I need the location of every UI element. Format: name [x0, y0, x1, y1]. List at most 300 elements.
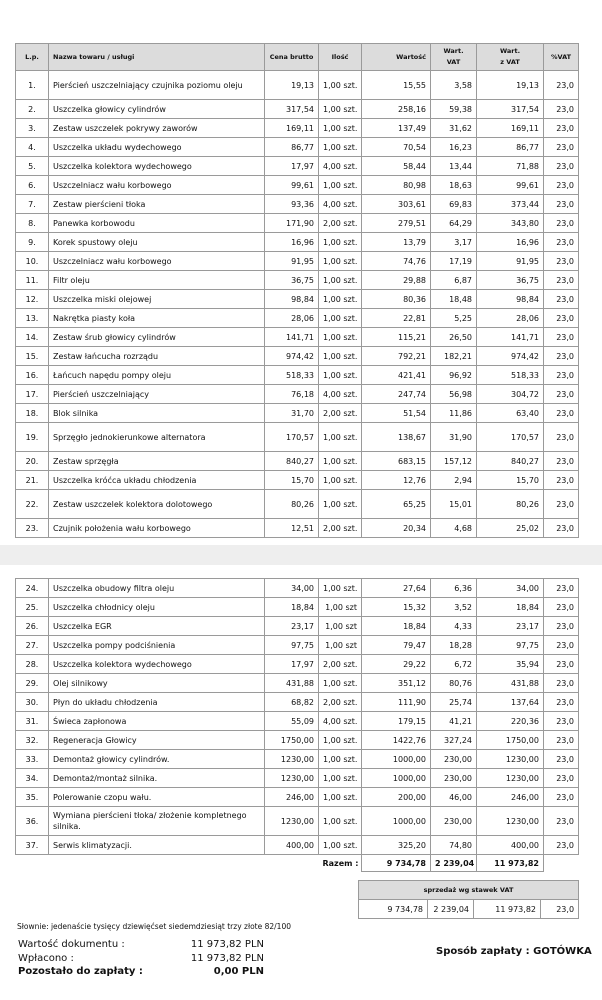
item-net-value: 15,32: [362, 598, 431, 617]
item-quantity: 1,00 szt.: [319, 71, 362, 100]
item-name: Korek spustowy oleju: [49, 233, 265, 252]
table-row: [16, 452, 579, 471]
page-break: [0, 545, 602, 565]
item-price: 246,00: [265, 788, 319, 807]
row-number: 19.: [16, 423, 49, 452]
item-quantity: 1,00 szt.: [319, 252, 362, 271]
item-gross-value: 19,13: [477, 71, 544, 100]
item-vat-value: 64,29: [431, 214, 477, 233]
row-number: 32.: [16, 731, 49, 750]
item-gross-value: 373,44: [477, 195, 544, 214]
item-net-value: 683,15: [362, 452, 431, 471]
row-number: 12.: [16, 290, 49, 309]
table-row: [16, 750, 579, 769]
item-vat-rate: 23,0: [544, 807, 579, 836]
table-row: [16, 176, 579, 195]
item-price: 91,95: [265, 252, 319, 271]
item-price: 518,33: [265, 366, 319, 385]
item-quantity: 2,00 szt.: [319, 519, 362, 538]
item-vat-rate: 23,0: [544, 119, 579, 138]
row-number: 21.: [16, 471, 49, 490]
item-price: 86,77: [265, 138, 319, 157]
item-vat-rate: 23,0: [544, 452, 579, 471]
invoice-items-table-page-2: [15, 578, 579, 872]
document-value-row: [18, 938, 264, 952]
item-vat-value: 327,24: [431, 731, 477, 750]
table-row: [16, 490, 579, 519]
item-net-value: 1000,00: [362, 750, 431, 769]
item-vat-rate: 23,0: [544, 731, 579, 750]
item-name: Regeneracja Głowicy: [49, 731, 265, 750]
item-vat-rate: 23,0: [544, 404, 579, 423]
item-name: Uszczelniacz wału korbowego: [49, 176, 265, 195]
item-name: Uszczelka króćca układu chłodzenia: [49, 471, 265, 490]
item-price: 400,00: [265, 836, 319, 855]
item-price: 170,57: [265, 423, 319, 452]
totals-gross: 11 973,82: [477, 855, 544, 872]
item-quantity: 1,00 szt: [319, 636, 362, 655]
item-name: Panewka korbowodu: [49, 214, 265, 233]
item-net-value: 1000,00: [362, 807, 431, 836]
item-price: 1750,00: [265, 731, 319, 750]
item-gross-value: 97,75: [477, 636, 544, 655]
item-name: Uszczelka miski olejowej: [49, 290, 265, 309]
item-net-value: 115,21: [362, 328, 431, 347]
item-vat-rate: 23,0: [544, 617, 579, 636]
row-number: 17.: [16, 385, 49, 404]
table-row: [16, 366, 579, 385]
row-number: 24.: [16, 579, 49, 598]
item-vat-value: 230,00: [431, 750, 477, 769]
item-quantity: 1,00 szt.: [319, 309, 362, 328]
item-vat-rate: 23,0: [544, 655, 579, 674]
row-number: 29.: [16, 674, 49, 693]
table-row: [16, 598, 579, 617]
item-price: 68,82: [265, 693, 319, 712]
table-row: [16, 404, 579, 423]
item-vat-value: 6,87: [431, 271, 477, 290]
vat-summary-gross: 11 973,82: [474, 900, 541, 919]
item-gross-value: 25,02: [477, 519, 544, 538]
item-net-value: 1000,00: [362, 769, 431, 788]
item-name: Demontaż głowicy cylindrów.: [49, 750, 265, 769]
item-vat-rate: 23,0: [544, 309, 579, 328]
item-price: 1230,00: [265, 750, 319, 769]
item-quantity: 1,00 szt.: [319, 674, 362, 693]
item-quantity: 1,00 szt.: [319, 471, 362, 490]
item-name: Zestaw uszczelek pokrywy zaworów: [49, 119, 265, 138]
item-gross-value: 1230,00: [477, 807, 544, 836]
item-quantity: 1,00 szt.: [319, 807, 362, 836]
col-name-header: Nazwa towaru / usługi: [49, 44, 265, 71]
item-vat-rate: 23,0: [544, 252, 579, 271]
item-quantity: 1,00 szt.: [319, 271, 362, 290]
item-name: Olej silnikowy: [49, 674, 265, 693]
item-quantity: 1,00 szt.: [319, 328, 362, 347]
item-vat-value: 18,28: [431, 636, 477, 655]
item-net-value: 58,44: [362, 157, 431, 176]
item-vat-value: 56,98: [431, 385, 477, 404]
table-row: [16, 519, 579, 538]
item-gross-value: 36,75: [477, 271, 544, 290]
col-lp-header: L.p.: [16, 44, 49, 71]
item-vat-value: 17,19: [431, 252, 477, 271]
totals-row: [16, 855, 579, 872]
item-net-value: 13,79: [362, 233, 431, 252]
item-price: 431,88: [265, 674, 319, 693]
item-vat-rate: 23,0: [544, 788, 579, 807]
item-quantity: 1,00 szt.: [319, 233, 362, 252]
table-row: [16, 712, 579, 731]
item-gross-value: 974,42: [477, 347, 544, 366]
item-vat-value: 26,50: [431, 328, 477, 347]
row-number: 7.: [16, 195, 49, 214]
totals-net: 9 734,78: [362, 855, 431, 872]
paid-label: Wpłacono :: [18, 952, 74, 964]
remaining-row: [18, 965, 264, 979]
item-net-value: 138,67: [362, 423, 431, 452]
item-vat-rate: 23,0: [544, 328, 579, 347]
item-vat-rate: 23,0: [544, 598, 579, 617]
item-net-value: 27,64: [362, 579, 431, 598]
item-vat-value: 31,90: [431, 423, 477, 452]
item-vat-rate: 23,0: [544, 195, 579, 214]
item-vat-value: 13,44: [431, 157, 477, 176]
item-vat-rate: 23,0: [544, 138, 579, 157]
item-vat-rate: 23,0: [544, 157, 579, 176]
item-net-value: 111,90: [362, 693, 431, 712]
item-quantity: 1,00 szt.: [319, 836, 362, 855]
item-net-value: 29,88: [362, 271, 431, 290]
item-quantity: 1,00 szt.: [319, 731, 362, 750]
item-quantity: 1,00 szt.: [319, 366, 362, 385]
item-gross-value: 15,70: [477, 471, 544, 490]
row-number: 37.: [16, 836, 49, 855]
item-vat-value: 25,74: [431, 693, 477, 712]
item-name: Blok silnika: [49, 404, 265, 423]
item-name: Uszczelka kolektora wydechowego: [49, 157, 265, 176]
item-vat-value: 230,00: [431, 769, 477, 788]
item-gross-value: 63,40: [477, 404, 544, 423]
remaining-amount: 0,00 PLN: [213, 966, 264, 977]
item-net-value: 20,34: [362, 519, 431, 538]
item-gross-value: 80,26: [477, 490, 544, 519]
item-price: 18,84: [265, 598, 319, 617]
item-gross-value: 400,00: [477, 836, 544, 855]
item-price: 974,42: [265, 347, 319, 366]
item-name: Serwis klimatyzacji.: [49, 836, 265, 855]
item-vat-rate: 23,0: [544, 674, 579, 693]
table-row: [16, 836, 579, 855]
item-gross-value: 137,64: [477, 693, 544, 712]
item-vat-value: 3,52: [431, 598, 477, 617]
vat-summary-rate: 23,0: [541, 900, 579, 919]
document-value-amount: 11 973,82 PLN: [190, 939, 264, 950]
item-gross-value: 170,57: [477, 423, 544, 452]
item-name: Czujnik położenia wału korbowego: [49, 519, 265, 538]
item-net-value: 351,12: [362, 674, 431, 693]
paid-row: [18, 952, 264, 966]
item-name: Pierścień uszczelniający: [49, 385, 265, 404]
table-row: [16, 214, 579, 233]
item-vat-rate: 23,0: [544, 423, 579, 452]
item-net-value: 325,20: [362, 836, 431, 855]
item-price: 171,90: [265, 214, 319, 233]
item-net-value: 80,98: [362, 176, 431, 195]
item-quantity: 1,00 szt.: [319, 788, 362, 807]
item-vat-value: 16,23: [431, 138, 477, 157]
table-row: [16, 731, 579, 750]
row-number: 4.: [16, 138, 49, 157]
row-number: 36.: [16, 807, 49, 836]
table-row: [16, 328, 579, 347]
item-vat-rate: 23,0: [544, 347, 579, 366]
item-name: Sprzęgło jednokierunkowe alternatora: [49, 423, 265, 452]
item-vat-value: 5,25: [431, 309, 477, 328]
item-price: 28,06: [265, 309, 319, 328]
item-quantity: 2,00 szt.: [319, 693, 362, 712]
item-net-value: 70,54: [362, 138, 431, 157]
row-number: 30.: [16, 693, 49, 712]
item-gross-value: 18,84: [477, 598, 544, 617]
row-number: 35.: [16, 788, 49, 807]
item-vat-rate: 23,0: [544, 366, 579, 385]
table-header: [16, 44, 579, 71]
item-vat-value: 69,83: [431, 195, 477, 214]
payment-method: Sposób zapłaty : GOTÓWKA: [436, 946, 592, 957]
item-quantity: 1,00 szt.: [319, 100, 362, 119]
item-gross-value: 169,11: [477, 119, 544, 138]
item-quantity: 1,00 szt.: [319, 579, 362, 598]
item-gross-value: 304,72: [477, 385, 544, 404]
item-name: Uszczelniacz wału korbowego: [49, 252, 265, 271]
item-vat-rate: 23,0: [544, 750, 579, 769]
item-price: 76,18: [265, 385, 319, 404]
item-gross-value: 840,27: [477, 452, 544, 471]
item-name: Uszczelka głowicy cylindrów: [49, 100, 265, 119]
item-gross-value: 1230,00: [477, 750, 544, 769]
item-quantity: 4,00 szt.: [319, 157, 362, 176]
item-quantity: 4,00 szt.: [319, 195, 362, 214]
item-name: Filtr oleju: [49, 271, 265, 290]
item-net-value: 22,81: [362, 309, 431, 328]
item-vat-rate: 23,0: [544, 579, 579, 598]
item-vat-rate: 23,0: [544, 712, 579, 731]
item-vat-value: 59,38: [431, 100, 477, 119]
item-vat-rate: 23,0: [544, 836, 579, 855]
table-row: [16, 385, 579, 404]
col-vat-rate-header: %VAT: [544, 44, 579, 71]
totals-label: Razem :: [322, 858, 359, 868]
item-price: 99,61: [265, 176, 319, 195]
table-row: [16, 290, 579, 309]
row-number: 3.: [16, 119, 49, 138]
payment-summary: [18, 938, 264, 979]
item-gross-value: 220,36: [477, 712, 544, 731]
item-vat-value: 96,92: [431, 366, 477, 385]
item-vat-rate: 23,0: [544, 769, 579, 788]
item-vat-rate: 23,0: [544, 71, 579, 100]
row-number: 6.: [16, 176, 49, 195]
item-net-value: 200,00: [362, 788, 431, 807]
row-number: 31.: [16, 712, 49, 731]
item-vat-value: 31,62: [431, 119, 477, 138]
item-price: 169,11: [265, 119, 319, 138]
item-quantity: 4,00 szt.: [319, 385, 362, 404]
item-quantity: 1,00 szt.: [319, 290, 362, 309]
item-price: 15,70: [265, 471, 319, 490]
item-vat-value: 74,80: [431, 836, 477, 855]
item-name: Pierścień uszczelniający czujnika poziomu oleju: [49, 71, 265, 100]
item-price: 17,97: [265, 655, 319, 674]
item-vat-value: 15,01: [431, 490, 477, 519]
table-row: [16, 693, 579, 712]
item-gross-value: 91,95: [477, 252, 544, 271]
item-net-value: 74,76: [362, 252, 431, 271]
item-quantity: 2,00 szt.: [319, 404, 362, 423]
item-vat-value: 4,33: [431, 617, 477, 636]
item-quantity: 1,00 szt.: [319, 490, 362, 519]
row-number: 8.: [16, 214, 49, 233]
table-row: [16, 471, 579, 490]
document-value-label: Wartość dokumentu :: [18, 939, 125, 950]
table-row: [16, 195, 579, 214]
item-price: 98,84: [265, 290, 319, 309]
row-number: 14.: [16, 328, 49, 347]
item-vat-value: 6,36: [431, 579, 477, 598]
item-vat-value: 6,72: [431, 655, 477, 674]
item-price: 19,13: [265, 71, 319, 100]
vat-summary-row: [359, 900, 579, 919]
row-number: 20.: [16, 452, 49, 471]
item-name: Uszczelka obudowy filtra oleju: [49, 579, 265, 598]
row-number: 11.: [16, 271, 49, 290]
item-vat-rate: 23,0: [544, 290, 579, 309]
table-row: [16, 157, 579, 176]
item-net-value: 15,55: [362, 71, 431, 100]
row-number: 5.: [16, 157, 49, 176]
item-vat-value: 3,17: [431, 233, 477, 252]
item-vat-value: 3,58: [431, 71, 477, 100]
item-name: Zestaw śrub głowicy cylindrów: [49, 328, 265, 347]
item-quantity: 1,00 szt.: [319, 119, 362, 138]
item-name: Łańcuch napędu pompy oleju: [49, 366, 265, 385]
item-gross-value: 317,54: [477, 100, 544, 119]
item-vat-value: 4,68: [431, 519, 477, 538]
item-net-value: 51,54: [362, 404, 431, 423]
item-name: Nakrętka piasty koła: [49, 309, 265, 328]
item-vat-rate: 23,0: [544, 490, 579, 519]
table-row: [16, 636, 579, 655]
item-quantity: 1,00 szt.: [319, 176, 362, 195]
item-name: Uszczelka EGR: [49, 617, 265, 636]
row-number: 10.: [16, 252, 49, 271]
item-price: 16,96: [265, 233, 319, 252]
item-net-value: 12,76: [362, 471, 431, 490]
item-price: 34,00: [265, 579, 319, 598]
item-gross-value: 71,88: [477, 157, 544, 176]
item-vat-value: 46,00: [431, 788, 477, 807]
item-vat-rate: 23,0: [544, 100, 579, 119]
row-number: 18.: [16, 404, 49, 423]
table-row: [16, 100, 579, 119]
amount-in-words: Słownie: jedenaście tysięcy dziewięćset siedemdziesiąt trzy złote 82/100: [17, 922, 291, 931]
item-vat-value: 157,12: [431, 452, 477, 471]
item-quantity: 1,00 szt: [319, 598, 362, 617]
item-vat-rate: 23,0: [544, 519, 579, 538]
item-price: 23,17: [265, 617, 319, 636]
row-number: 2.: [16, 100, 49, 119]
item-quantity: 1,00 szt.: [319, 423, 362, 452]
row-number: 15.: [16, 347, 49, 366]
item-price: 12,51: [265, 519, 319, 538]
item-net-value: 258,16: [362, 100, 431, 119]
vat-rate-summary-table: [358, 880, 579, 919]
item-vat-value: 11,86: [431, 404, 477, 423]
col-vat-amount-header: Wart. VAT: [431, 44, 477, 71]
item-net-value: 79,47: [362, 636, 431, 655]
item-gross-value: 141,71: [477, 328, 544, 347]
item-gross-value: 16,96: [477, 233, 544, 252]
col-price-header: Cena brutto: [265, 44, 319, 71]
row-number: 28.: [16, 655, 49, 674]
item-vat-value: 230,00: [431, 807, 477, 836]
item-quantity: 1,00 szt.: [319, 769, 362, 788]
item-net-value: 18,84: [362, 617, 431, 636]
item-net-value: 303,61: [362, 195, 431, 214]
row-number: 23.: [16, 519, 49, 538]
item-name: Uszczelka pompy podciśnienia: [49, 636, 265, 655]
item-quantity: 1,00 szt.: [319, 750, 362, 769]
item-vat-value: 2,94: [431, 471, 477, 490]
row-number: 22.: [16, 490, 49, 519]
table-row: [16, 271, 579, 290]
row-number: 1.: [16, 71, 49, 100]
item-gross-value: 246,00: [477, 788, 544, 807]
item-vat-rate: 23,0: [544, 385, 579, 404]
item-net-value: 80,36: [362, 290, 431, 309]
item-quantity: 2,00 szt.: [319, 655, 362, 674]
table-row: [16, 233, 579, 252]
col-qty-header: Ilość: [319, 44, 362, 71]
item-vat-value: 18,63: [431, 176, 477, 195]
item-price: 97,75: [265, 636, 319, 655]
item-net-value: 179,15: [362, 712, 431, 731]
table-row: [16, 71, 579, 100]
item-net-value: 279,51: [362, 214, 431, 233]
item-price: 1230,00: [265, 807, 319, 836]
item-quantity: 1,00 szt: [319, 617, 362, 636]
table-row: [16, 119, 579, 138]
invoice-items-table-page-1: [15, 43, 579, 538]
remaining-label: Pozostało do zapłaty :: [18, 966, 143, 977]
item-price: 141,71: [265, 328, 319, 347]
table-row: [16, 138, 579, 157]
item-name: Uszczelka kolektora wydechowego: [49, 655, 265, 674]
item-name: Świeca zapłonowa: [49, 712, 265, 731]
table-row: [16, 617, 579, 636]
item-price: 840,27: [265, 452, 319, 471]
item-gross-value: 23,17: [477, 617, 544, 636]
item-gross-value: 28,06: [477, 309, 544, 328]
item-vat-rate: 23,0: [544, 636, 579, 655]
item-gross-value: 34,00: [477, 579, 544, 598]
item-price: 1230,00: [265, 769, 319, 788]
item-net-value: 137,49: [362, 119, 431, 138]
row-number: 34.: [16, 769, 49, 788]
table-row: [16, 674, 579, 693]
item-net-value: 792,21: [362, 347, 431, 366]
